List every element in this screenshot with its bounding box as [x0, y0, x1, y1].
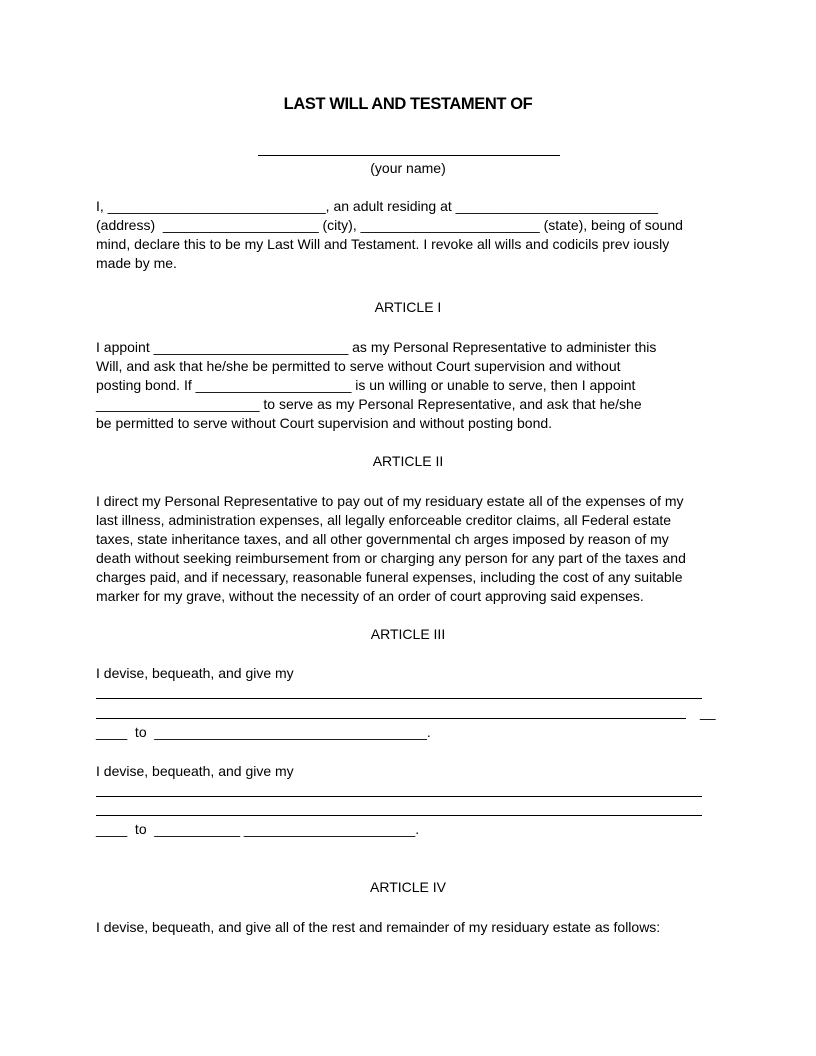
article-2-line: charges paid, and if necessary, reasonable funeral expenses, including the cost of any suitable [96, 569, 683, 585]
name-caption: (your name) [370, 160, 446, 176]
devise-1-blank-line [96, 718, 686, 719]
intro-line: I, ____________________________, an adult residing at __________________________ [96, 198, 659, 214]
article-2-line: I direct my Personal Representative to pay out of my residuary estate all of the expenses of my [96, 493, 684, 509]
article-1-line: be permitted to serve without Court supervision and without posting bond. [96, 415, 553, 431]
document-title: LAST WILL AND TESTAMENT OF [283, 95, 533, 113]
article-4-line: I devise, bequeath, and give all of the rest and remainder of my residuary estate as follows: [96, 919, 661, 935]
article-2-line: marker for my grave, without the necessity of an order of court approving said expenses. [96, 588, 644, 604]
article-1-heading: ARTICLE I [374, 299, 442, 315]
article-3-heading: ARTICLE III [370, 626, 446, 642]
intro-line: mind, declare this to be my Last Will and Testament. I revoke all wills and codicils prev iously [96, 236, 670, 252]
article-2-paragraph [96, 492, 728, 606]
devise-1-trailing-blank: __ [700, 704, 716, 720]
devise-1-lead: I devise, bequeath, and give my [96, 665, 294, 681]
testator-name-line [258, 155, 560, 156]
article-1-line: I appoint _________________________ as my Personal Representative to administer this [96, 339, 657, 355]
devise-1-recipient-line: ____ to ___________________________________. [96, 724, 431, 740]
intro-line: made by me. [96, 255, 177, 271]
article-1-paragraph [96, 338, 728, 433]
article-1-line: _____________________ to serve as my Personal Representative, and ask that he/she [96, 396, 642, 412]
article-2-line: taxes, state inheritance taxes, and all other governmental ch arges imposed by reason of my [96, 531, 669, 547]
devise-2-lead: I devise, bequeath, and give my [96, 763, 294, 779]
devise-2-blank-line [96, 796, 702, 797]
article-4-paragraph [96, 918, 728, 937]
intro-line: (address) ____________________ (city), _______________________ (state), being of sound [96, 217, 683, 233]
devise-1-blank-line [96, 698, 702, 699]
article-4-heading: ARTICLE IV [370, 879, 446, 895]
article-2-line: death without seeking reimbursement from or charging any person for any part of the taxes and [96, 550, 686, 566]
devise-2-blank-line [96, 815, 702, 816]
article-2-line: last illness, administration expenses, all legally enforceable creditor claims, all Federal estate [96, 512, 672, 528]
devise-2-recipient-line: ____ to ___________ ______________________. [96, 821, 420, 837]
article-1-line: posting bond. If ____________________ is un willing or unable to serve, then I appoint [96, 377, 636, 393]
intro-paragraph [96, 197, 728, 273]
article-1-line: Will, and ask that he/she be permitted to serve without Court supervision and without [96, 358, 621, 374]
article-2-heading: ARTICLE II [372, 453, 444, 469]
